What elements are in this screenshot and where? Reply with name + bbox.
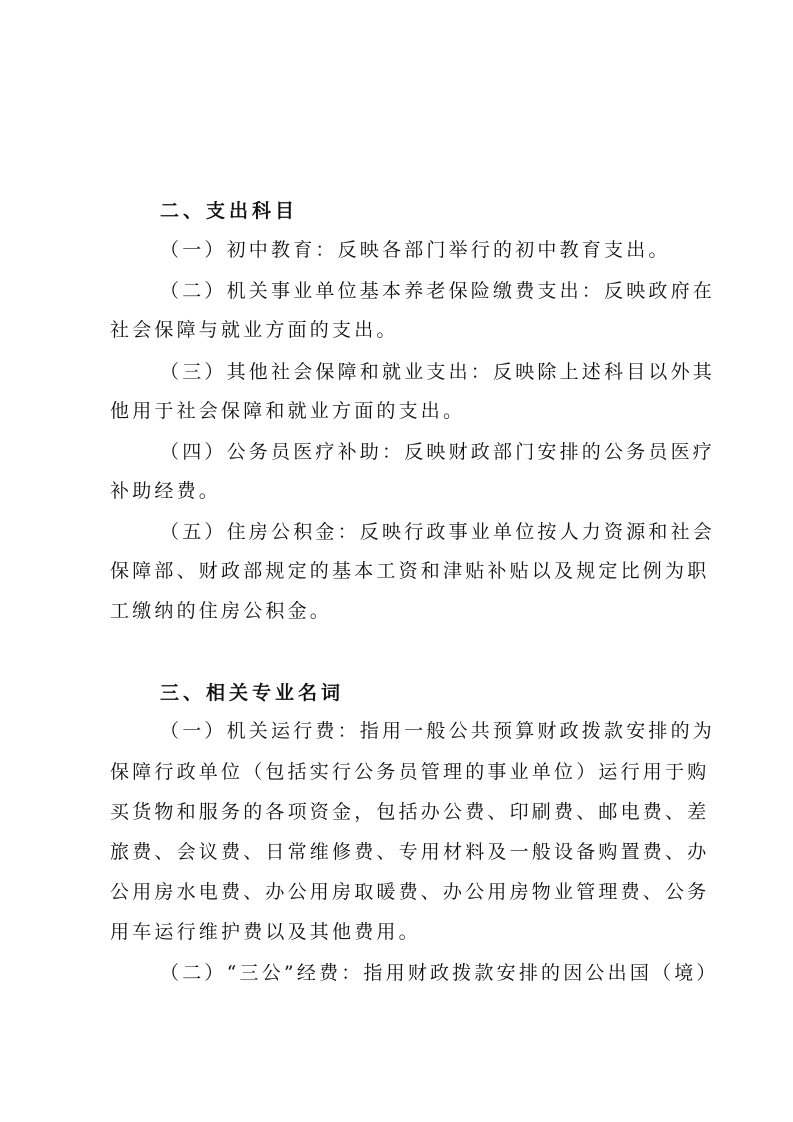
paragraph-line: 买货物和服务的各项资金，包括办公费、印刷费、邮电费、差 bbox=[110, 801, 710, 823]
paragraph-line: 补助经费。 bbox=[110, 480, 222, 502]
paragraph-line: 社会保障与就业方面的支出。 bbox=[110, 319, 399, 341]
paragraph-line: （五）住房公积金：反映行政事业单位按人力资源和社会 bbox=[160, 521, 716, 543]
section-heading-terms: 三、相关专业名词 bbox=[160, 682, 345, 704]
paragraph-line: （二）“三公”经费：指用财政拨款安排的因公出国（境） bbox=[160, 962, 719, 984]
paragraph-line: （二）机关事业单位基本养老保险缴费支出：反映政府在 bbox=[160, 280, 716, 302]
paragraph-line: （一）机关运行费：指用一般公共预算财政拨款安排的为 bbox=[160, 720, 716, 742]
paragraph-line: （一）初中教育：反映各部门举行的初中教育支出。 bbox=[160, 239, 671, 261]
section-heading-expenditure: 二、支出科目 bbox=[160, 200, 299, 222]
paragraph-line: 保障行政单位（包括实行公务员管理的事业单位）运行用于购 bbox=[110, 761, 710, 783]
paragraph-line: （四）公务员医疗补助：反映财政部门安排的公务员医疗 bbox=[160, 441, 716, 463]
paragraph-line: 他用于社会保障和就业方面的支出。 bbox=[110, 400, 466, 422]
paragraph-line: 用车运行维护费以及其他费用。 bbox=[110, 921, 421, 943]
paragraph-line: 旅费、会议费、日常维修费、专用材料及一般设备购置费、办 bbox=[110, 841, 710, 863]
paragraph-line: （三）其他社会保障和就业支出：反映除上述科目以外其 bbox=[160, 361, 716, 383]
paragraph-line: 工缴纳的住房公积金。 bbox=[110, 600, 333, 622]
paragraph-line: 公用房水电费、办公用房取暖费、办公用房物业管理费、公务 bbox=[110, 881, 710, 903]
paragraph-line: 保障部、财政部规定的基本工资和津贴补贴以及规定比例为职 bbox=[110, 560, 710, 582]
